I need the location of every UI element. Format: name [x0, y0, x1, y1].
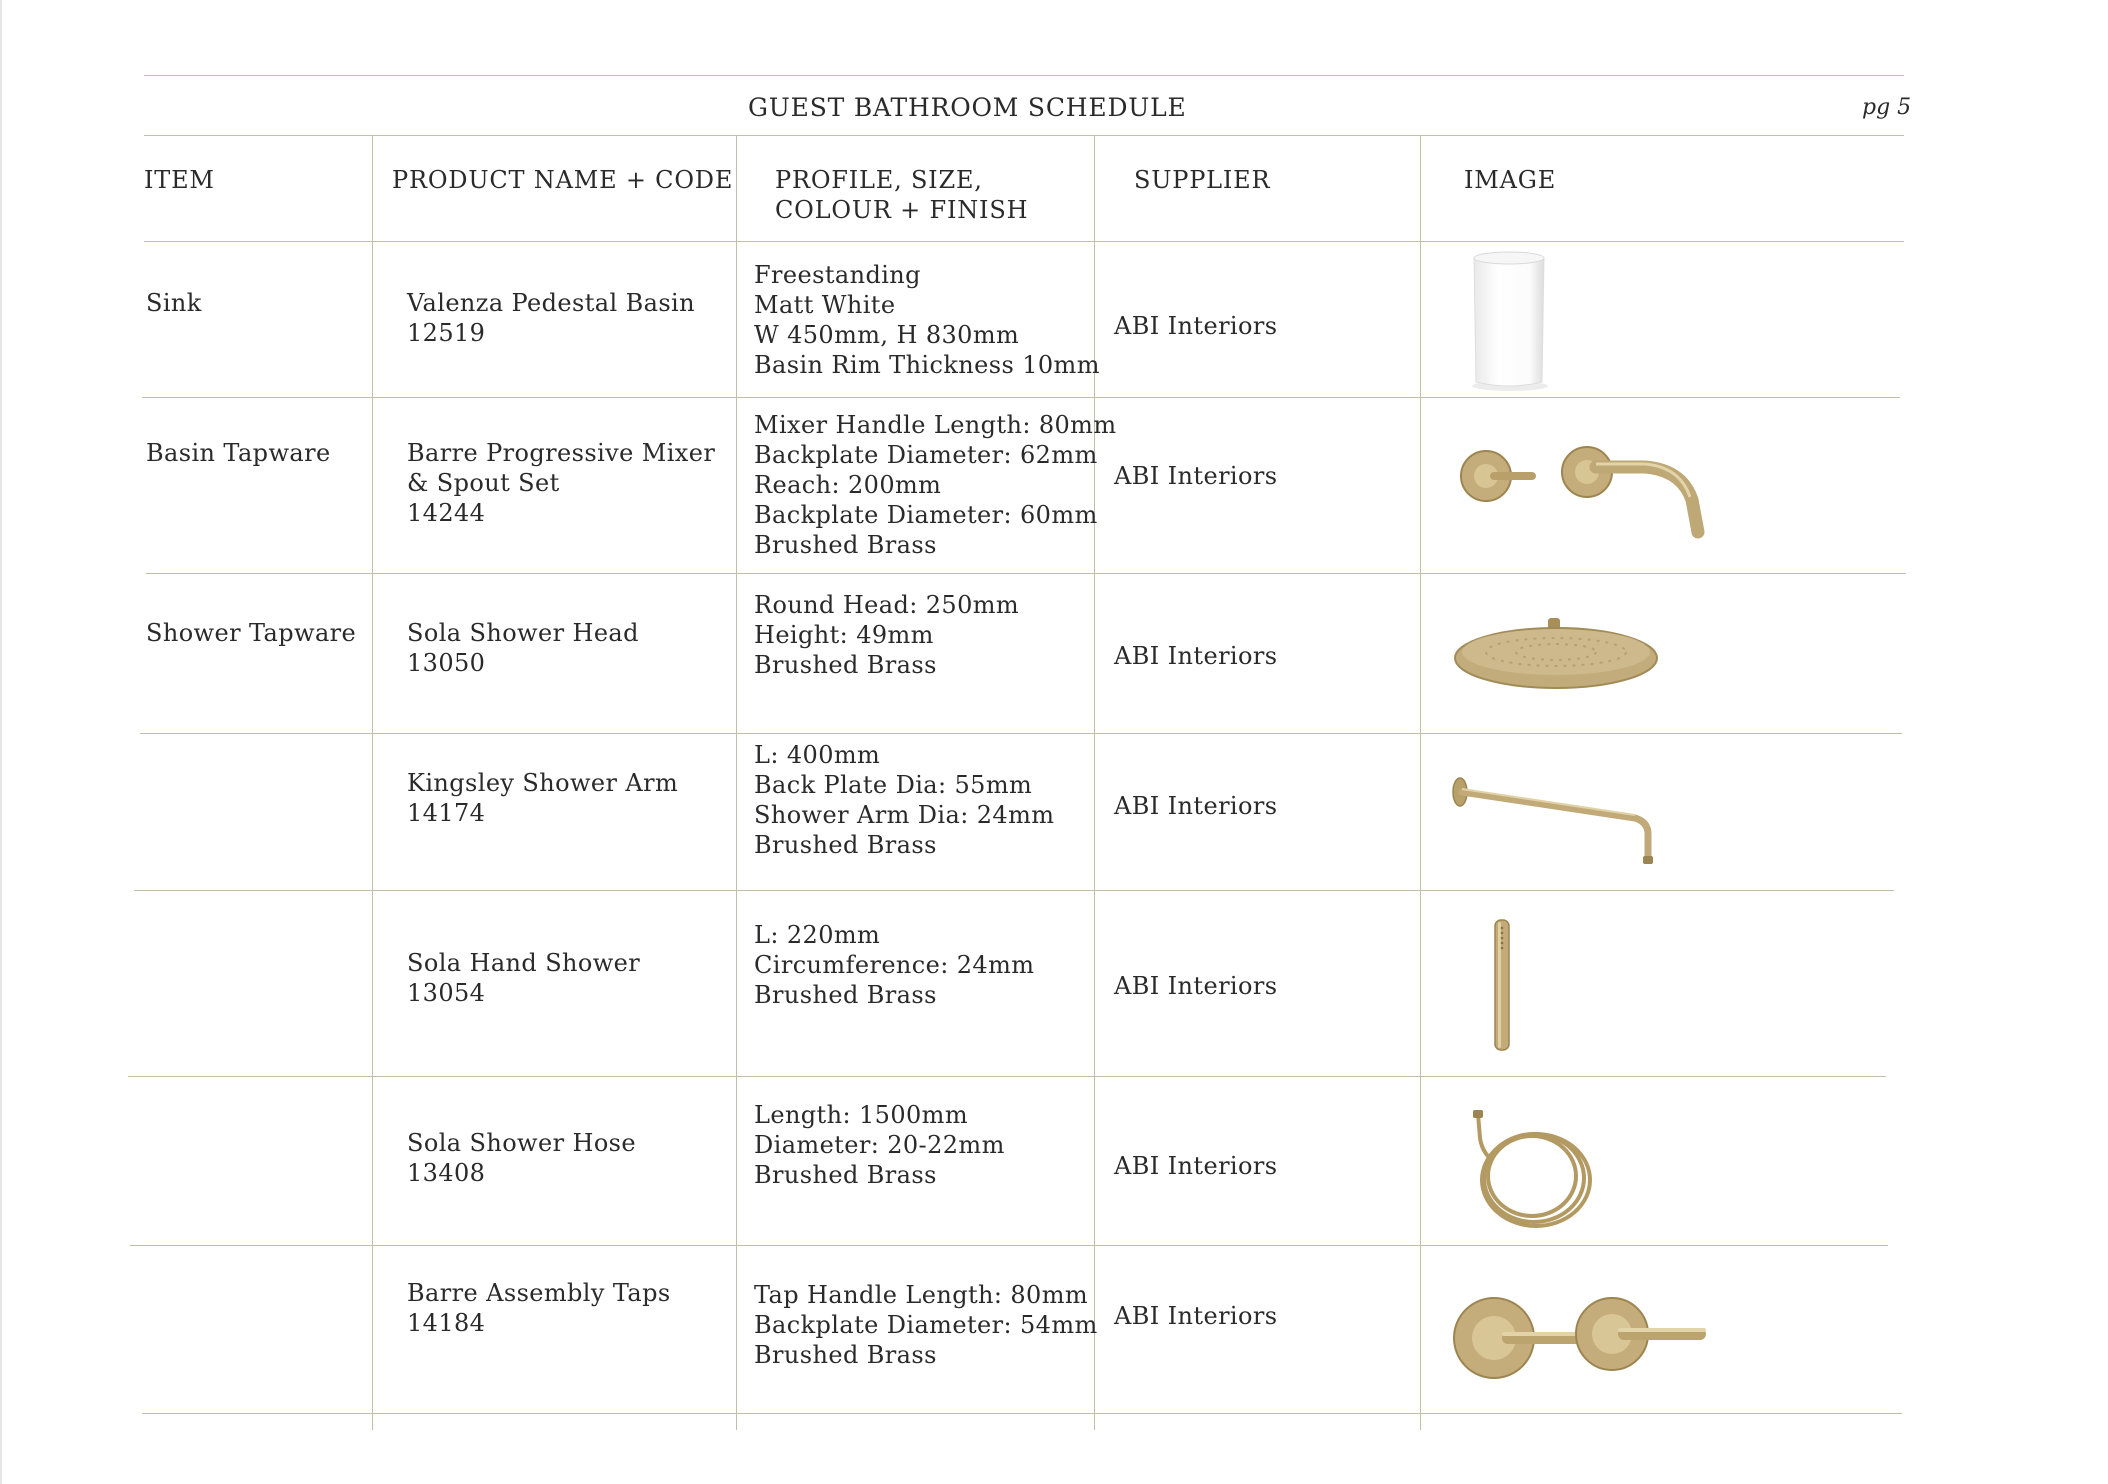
product-code: 14244: [407, 499, 486, 527]
product-code: 13050: [407, 649, 486, 677]
item-label: Basin Tapware: [146, 439, 331, 467]
profile-line: Reach: 200mm: [754, 471, 942, 499]
row-rule: [128, 1076, 1886, 1077]
supplier-name: ABI Interiors: [1114, 642, 1278, 670]
profile-line: Backplate Diameter: 60mm: [754, 501, 1098, 529]
product-code: 12519: [407, 319, 486, 347]
profile-line: Diameter: 20-22mm: [754, 1131, 1005, 1159]
product-name: Sola Shower Hose: [407, 1129, 636, 1157]
supplier-name: ABI Interiors: [1114, 792, 1278, 820]
product-code: 14184: [407, 1309, 486, 1337]
profile-line: L: 220mm: [754, 921, 881, 949]
profile-line: Round Head: 250mm: [754, 591, 1020, 619]
mixer-spout-icon: [1460, 440, 1710, 540]
profile-line: L: 400mm: [754, 741, 881, 769]
column-divider: [1420, 135, 1421, 1430]
product-name: Barre Progressive Mixer: [407, 439, 716, 467]
row-rule: [130, 1245, 1888, 1246]
column-header-image: IMAGE: [1464, 166, 1557, 194]
profile-line: Back Plate Dia: 55mm: [754, 771, 1033, 799]
supplier-name: ABI Interiors: [1114, 312, 1278, 340]
profile-line: Brushed Brass: [754, 531, 937, 559]
profile-line: W 450mm, H 830mm: [754, 321, 1020, 349]
profile-line: Shower Arm Dia: 24mm: [754, 801, 1055, 829]
product-name: Sola Shower Head: [407, 619, 639, 647]
hand-shower-icon: [1490, 918, 1514, 1052]
profile-line: Backplate Diameter: 54mm: [754, 1311, 1098, 1339]
pedestal-basin-icon: [1460, 248, 1560, 393]
product-code: 14174: [407, 799, 486, 827]
row-rule: [140, 733, 1902, 734]
shower-hose-icon: [1468, 1108, 1598, 1230]
row-rule: [134, 890, 1894, 891]
profile-line: Tap Handle Length: 80mm: [754, 1281, 1089, 1309]
column-divider: [1094, 135, 1095, 1430]
shower-head-icon: [1452, 612, 1662, 692]
profile-line: Brushed Brass: [754, 1161, 937, 1189]
column-divider: [372, 135, 373, 1430]
supplier-name: ABI Interiors: [1114, 1302, 1278, 1330]
profile-line: Circumference: 24mm: [754, 951, 1035, 979]
page-number: pg 5: [1862, 95, 1912, 120]
product-name: & Spout Set: [407, 469, 560, 497]
column-header-supplier: SUPPLIER: [1134, 166, 1271, 194]
row-rule: [142, 397, 1900, 398]
column-divider: [736, 135, 737, 1430]
profile-line: Brushed Brass: [754, 831, 937, 859]
profile-line: Brushed Brass: [754, 981, 937, 1009]
row-rule: [144, 241, 1904, 242]
profile-line: Brushed Brass: [754, 1341, 937, 1369]
page-edge: [0, 0, 2, 1484]
product-code: 13408: [407, 1159, 486, 1187]
product-name: Sola Hand Shower: [407, 949, 641, 977]
column-header-item: ITEM: [144, 166, 215, 194]
supplier-name: ABI Interiors: [1114, 1152, 1278, 1180]
profile-line: Height: 49mm: [754, 621, 934, 649]
product-name: Valenza Pedestal Basin: [407, 289, 695, 317]
supplier-name: ABI Interiors: [1114, 462, 1278, 490]
top-rule: [144, 75, 1904, 76]
profile-line: Backplate Diameter: 62mm: [754, 441, 1098, 469]
item-label: Shower Tapware: [146, 619, 357, 647]
product-code: 13054: [407, 979, 486, 1007]
profile-line: Freestanding: [754, 261, 921, 289]
item-label: Sink: [146, 289, 202, 317]
profile-line: Length: 1500mm: [754, 1101, 968, 1129]
supplier-name: ABI Interiors: [1114, 972, 1278, 1000]
column-header-product: PRODUCT NAME + CODE: [392, 166, 734, 194]
row-rule: [146, 573, 1906, 574]
product-name: Barre Assembly Taps: [407, 1279, 671, 1307]
assembly-taps-icon: [1452, 1294, 1712, 1384]
header-rule: [144, 135, 1904, 136]
profile-line: Mixer Handle Length: 80mm: [754, 411, 1117, 439]
product-name: Kingsley Shower Arm: [407, 769, 679, 797]
row-rule: [142, 1413, 1902, 1414]
shower-arm-icon: [1450, 772, 1670, 867]
column-header-profile-line2: COLOUR + FINISH: [775, 196, 1029, 224]
page-title: GUEST BATHROOM SCHEDULE: [748, 93, 1187, 122]
profile-line: Basin Rim Thickness 10mm: [754, 351, 1100, 379]
column-header-profile-line1: PROFILE, SIZE,: [775, 166, 983, 194]
profile-line: Brushed Brass: [754, 651, 937, 679]
profile-line: Matt White: [754, 291, 896, 319]
